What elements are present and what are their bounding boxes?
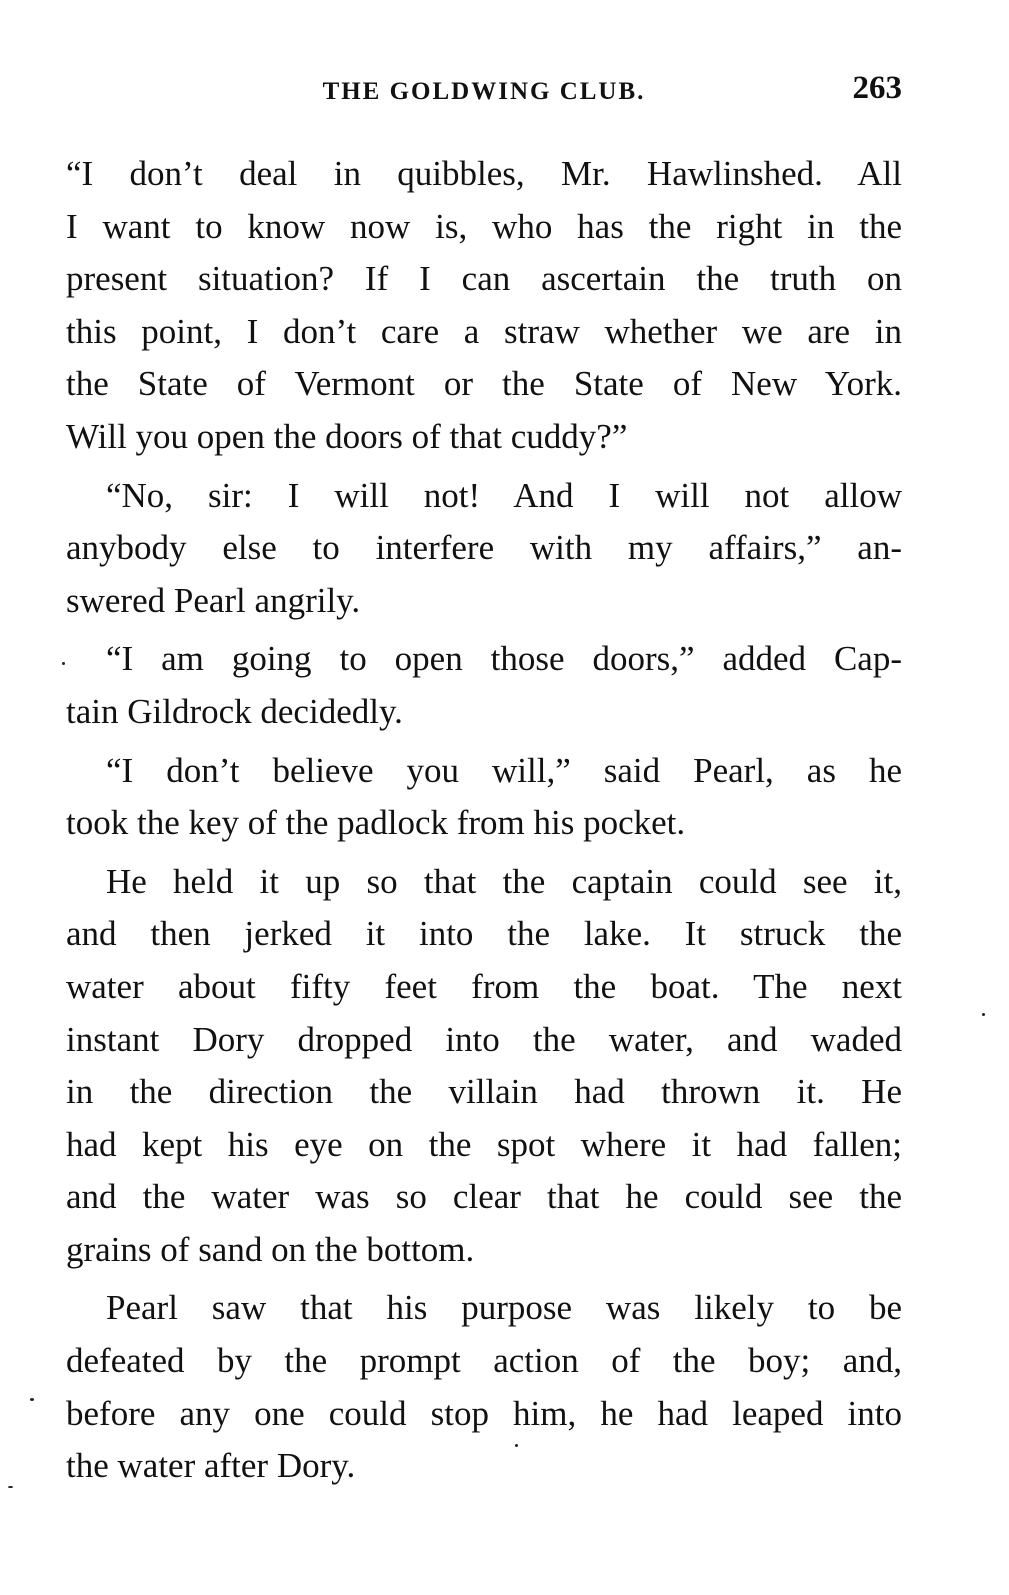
paragraph-5 [66, 856, 902, 1277]
text-line: and the water was so clear that he could see the [66, 1177, 902, 1217]
text-line: water about fifty feet from the boat. The next [66, 966, 902, 1006]
print-speck [982, 1013, 985, 1016]
text-line: He held it up so that the captain could see it, [106, 861, 902, 901]
text-line: and then jerked it into the lake. It struck the [66, 914, 902, 954]
text-line: defeated by the prompt action of the boy; and, [66, 1341, 902, 1381]
text-line: in the direction the villain had thrown it. He [66, 1072, 902, 1112]
paragraph-4 [66, 745, 902, 850]
text-line: I want to know now is, who has the right in the [66, 206, 902, 246]
text-line: present situation? If I can ascertain the truth on [66, 259, 902, 299]
print-speck [30, 1398, 34, 1401]
text-line: the water after Dory. [66, 1446, 356, 1486]
page-number: 263 [852, 70, 902, 106]
paragraph-3 [66, 633, 902, 738]
running-title: THE GOLDWING CLUB. [322, 78, 646, 105]
text-line: instant Dory dropped into the water, and waded [66, 1019, 902, 1059]
text-line: anybody else to interfere with my affairs,” an- [66, 528, 902, 568]
body-text [66, 148, 902, 1499]
text-line: had kept his eye on the spot where it had fallen; [66, 1124, 902, 1164]
paragraph-2 [66, 470, 902, 628]
text-line: “I am going to open those doors,” added Cap- [106, 639, 902, 679]
text-line: the State of Vermont or the State of New York. [66, 364, 902, 404]
text-line: grains of sand on the bottom. [66, 1229, 475, 1269]
print-speck [8, 1486, 13, 1488]
text-line: took the key of the padlock from his pocket. [66, 803, 686, 843]
text-line: “No, sir: I will not! And I will not allow [106, 475, 902, 515]
text-line: “I don’t believe you will,” said Pearl, as he [106, 750, 902, 790]
paragraph-6 [66, 1282, 902, 1492]
text-line: Pearl saw that his purpose was likely to be [106, 1288, 902, 1328]
text-line: this point, I don’t care a straw whether we are in [66, 311, 902, 351]
text-line: before any one could stop him, he had leaped into [66, 1393, 902, 1433]
running-head [66, 70, 902, 110]
print-speck [515, 1444, 518, 1447]
text-line: Will you open the doors of that cuddy?” [66, 416, 628, 456]
paragraph-1 [66, 148, 902, 464]
text-line: “I don’t deal in quibbles, Mr. Hawlinshed. All [66, 154, 902, 193]
print-speck [62, 662, 65, 665]
text-line: swered Pearl angrily. [66, 580, 361, 620]
text-line: tain Gildrock decidedly. [66, 691, 403, 731]
